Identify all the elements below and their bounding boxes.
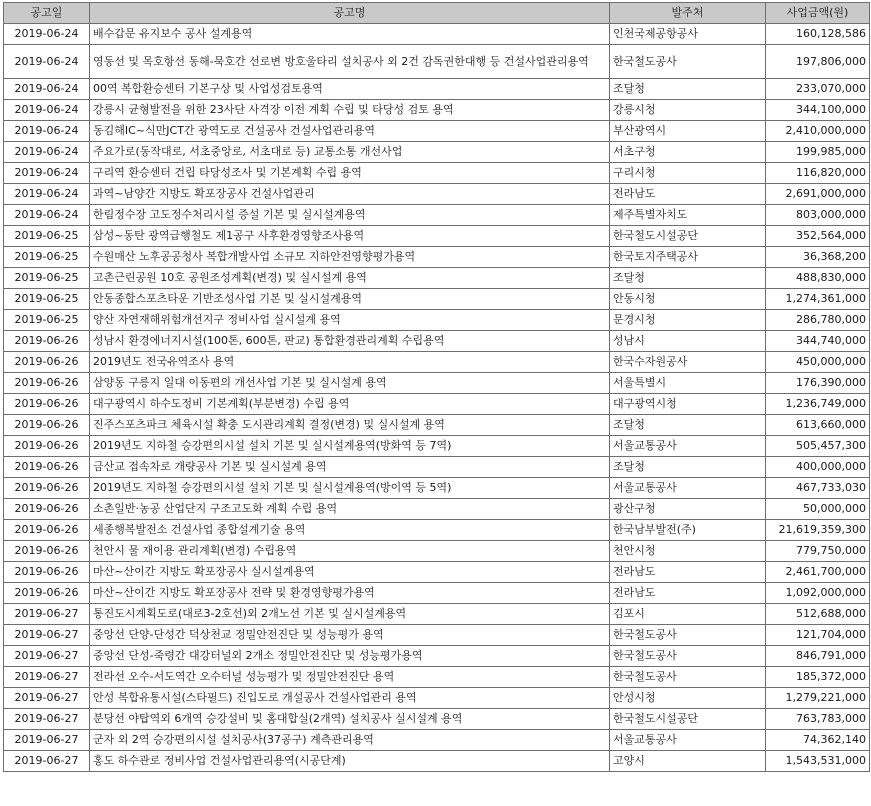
announcement-title-cell: 2019년도 전국유역조사 용역 [90,352,610,373]
project-amount-cell: 1,279,221,000 [766,688,870,709]
ordering-agency-cell: 한국철도공사 [610,646,766,667]
ordering-agency-cell: 강릉시청 [610,100,766,121]
announcement-title-cell: 삼성~동탄 광역급행철도 제1공구 사후환경영향조사용역 [90,226,610,247]
announcement-date-cell: 2019-06-26 [4,373,90,394]
announcement-title-cell: 강릉시 균형발전을 위한 23사단 사격장 이전 계획 수립 및 타당성 검토 용역 [90,100,610,121]
table-row [4,499,870,520]
announcement-date-cell: 2019-06-27 [4,709,90,730]
announcement-title-cell: 안성 복합유통시설(스타필드) 진입도로 개설공사 건설사업관리 용역 [90,688,610,709]
project-amount-cell: 121,704,000 [766,625,870,646]
announcement-title-cell: 홍도 하수관로 정비사업 건설사업관리용역(시공단계) [90,751,610,772]
ordering-agency-cell: 조달청 [610,415,766,436]
project-amount-cell: 352,564,000 [766,226,870,247]
project-amount-cell: 779,750,000 [766,541,870,562]
announcement-date-cell: 2019-06-25 [4,310,90,331]
ordering-agency-cell: 문경시청 [610,310,766,331]
table-row [4,520,870,541]
ordering-agency-cell: 서초구청 [610,142,766,163]
ordering-agency-cell: 전라남도 [610,184,766,205]
ordering-agency-cell: 제주특별자치도 [610,205,766,226]
table-row [4,352,870,373]
ordering-agency-cell: 서울특별시 [610,373,766,394]
ordering-agency-cell: 안성시청 [610,688,766,709]
project-amount-cell: 160,128,586 [766,24,870,45]
announcement-date-cell: 2019-06-24 [4,205,90,226]
project-amount-cell: 450,000,000 [766,352,870,373]
announcement-date-cell: 2019-06-26 [4,520,90,541]
announcement-date-cell: 2019-06-24 [4,184,90,205]
ordering-agency-cell: 한국철도공사 [610,667,766,688]
project-amount-cell: 488,830,000 [766,268,870,289]
project-amount-cell: 233,070,000 [766,79,870,100]
announcement-title-cell: 금산교 접속차로 개량공사 기본 및 실시설계 용역 [90,457,610,478]
announcement-date-cell: 2019-06-27 [4,625,90,646]
ordering-agency-cell: 조달청 [610,79,766,100]
project-amount-cell: 36,368,200 [766,247,870,268]
column-header-agency: 발주처 [610,3,766,24]
announcement-date-cell: 2019-06-25 [4,226,90,247]
announcement-title-cell: 성남시 환경에너지시설(100톤, 600톤, 판교) 통합환경관리계획 수립용역 [90,331,610,352]
announcement-title-cell: 마산~산이간 지방도 확포장공사 전략 및 환경영향평가용역 [90,583,610,604]
project-amount-cell: 21,619,359,300 [766,520,870,541]
table-row [4,394,870,415]
announcement-title-cell: 천안시 물 재이용 관리계획(변경) 수립용역 [90,541,610,562]
table-row [4,436,870,457]
ordering-agency-cell: 조달청 [610,457,766,478]
ordering-agency-cell: 성남시 [610,331,766,352]
announcement-title-cell: 중앙선 단양-단성간 덕상천교 정밀안전진단 및 성능평가 용역 [90,625,610,646]
project-amount-cell: 803,000,000 [766,205,870,226]
ordering-agency-cell: 김포시 [610,604,766,625]
announcement-title-cell: 과역~남양간 지방도 확포장공사 건설사업관리 [90,184,610,205]
ordering-agency-cell: 천안시청 [610,541,766,562]
project-amount-cell: 197,806,000 [766,45,870,79]
announcement-date-cell: 2019-06-24 [4,163,90,184]
ordering-agency-cell: 전라남도 [610,583,766,604]
table-row [4,100,870,121]
project-amount-cell: 1,274,361,000 [766,289,870,310]
ordering-agency-cell: 한국토지주택공사 [610,247,766,268]
announcement-title-cell: 동김해IC~식만JCT간 광역도로 건설공사 건설사업관리용역 [90,121,610,142]
announcement-date-cell: 2019-06-27 [4,667,90,688]
announcement-date-cell: 2019-06-26 [4,478,90,499]
bid-list-container [3,2,870,772]
table-row [4,79,870,100]
announcement-title-cell: 통진도시계획도로(대로3-2호선)외 2개노선 기본 및 실시설계용역 [90,604,610,625]
announcement-date-cell: 2019-06-24 [4,100,90,121]
announcement-date-cell: 2019-06-27 [4,730,90,751]
project-amount-cell: 176,390,000 [766,373,870,394]
table-row [4,667,870,688]
announcement-title-cell: 중앙선 단성-죽령간 대강터널외 2개소 정밀안전진단 및 성능평가용역 [90,646,610,667]
project-amount-cell: 50,000,000 [766,499,870,520]
ordering-agency-cell: 한국철도시설공단 [610,709,766,730]
ordering-agency-cell: 부산광역시 [610,121,766,142]
announcement-date-cell: 2019-06-24 [4,45,90,79]
ordering-agency-cell: 인천국제공항공사 [610,24,766,45]
project-amount-cell: 2,691,000,000 [766,184,870,205]
announcement-title-cell: 삼양동 구릉지 일대 이동편의 개선사업 기본 및 실시설계 용역 [90,373,610,394]
announcement-date-cell: 2019-06-27 [4,688,90,709]
announcement-title-cell: 대구광역시 하수도정비 기본계획(부분변경) 수립 용역 [90,394,610,415]
ordering-agency-cell: 한국철도시설공단 [610,226,766,247]
announcement-title-cell: 2019년도 지하철 승강편의시설 설치 기본 및 실시설계용역(방화역 등 7역) [90,436,610,457]
project-amount-cell: 1,236,749,000 [766,394,870,415]
project-amount-cell: 116,820,000 [766,163,870,184]
table-row [4,541,870,562]
table-row [4,226,870,247]
ordering-agency-cell: 한국남부발전(주) [610,520,766,541]
table-row [4,751,870,772]
table-row [4,604,870,625]
table-body [4,24,870,772]
announcement-title-cell: 군자 외 2역 승강편의시설 설치공사(37공구) 계측관리용역 [90,730,610,751]
announcement-date-cell: 2019-06-26 [4,352,90,373]
table-row [4,625,870,646]
announcement-title-cell: 2019년도 지하철 승강편의시설 설치 기본 및 실시설계용역(방이역 등 5역) [90,478,610,499]
announcement-date-cell: 2019-06-26 [4,394,90,415]
announcement-title-cell: 마산~산이간 지방도 확포장공사 실시설계용역 [90,562,610,583]
table-row [4,310,870,331]
announcement-date-cell: 2019-06-24 [4,142,90,163]
announcement-date-cell: 2019-06-26 [4,331,90,352]
announcement-title-cell: 분당선 야탑역외 6개역 승강설비 및 홈대합실(2개역) 설치공사 실시설계 용역 [90,709,610,730]
table-row [4,24,870,45]
announcement-date-cell: 2019-06-27 [4,751,90,772]
announcement-date-cell: 2019-06-24 [4,24,90,45]
announcement-title-cell: 안동종합스포츠타운 기반조성사업 기본 및 실시설계용역 [90,289,610,310]
table-row [4,646,870,667]
project-amount-cell: 74,362,140 [766,730,870,751]
ordering-agency-cell: 조달청 [610,268,766,289]
table-header-row [4,3,870,24]
announcement-title-cell: 00역 복합환승센터 기본구상 및 사업성검토용역 [90,79,610,100]
announcement-date-cell: 2019-06-26 [4,436,90,457]
project-amount-cell: 505,457,300 [766,436,870,457]
table-row [4,478,870,499]
announcement-date-cell: 2019-06-26 [4,415,90,436]
table-row [4,247,870,268]
announcement-title-cell: 양산 자연재해위험개선지구 정비사업 실시설계 용역 [90,310,610,331]
project-amount-cell: 846,791,000 [766,646,870,667]
ordering-agency-cell: 대구광역시청 [610,394,766,415]
project-amount-cell: 286,780,000 [766,310,870,331]
announcement-date-cell: 2019-06-26 [4,499,90,520]
table-row [4,331,870,352]
ordering-agency-cell: 한국철도공사 [610,45,766,79]
project-amount-cell: 185,372,000 [766,667,870,688]
ordering-agency-cell: 서울교통공사 [610,730,766,751]
project-amount-cell: 613,660,000 [766,415,870,436]
announcement-title-cell: 한림정수장 고도정수처리시설 증설 기본 및 실시설계용역 [90,205,610,226]
column-header-title: 공고명 [90,3,610,24]
announcement-title-cell: 주요가로(동작대로, 서초중앙로, 서초대로 등) 교통소통 개선사업 [90,142,610,163]
announcement-title-cell: 수원매산 노후공공청사 복합개발사업 소규모 지하안전영향평가용역 [90,247,610,268]
announcement-date-cell: 2019-06-24 [4,121,90,142]
announcement-title-cell: 세종행복발전소 건설사업 종합설계기술 용역 [90,520,610,541]
announcement-date-cell: 2019-06-26 [4,583,90,604]
table-row [4,583,870,604]
announcement-title-cell: 영동선 및 목호항선 동해-묵호간 선로변 방호울타리 설치공사 외 2건 감독권한대행 등 건설사업관리용역 [90,45,610,79]
project-amount-cell: 1,092,000,000 [766,583,870,604]
announcement-title-cell: 소촌일반·농공 산업단지 구조고도화 계획 수립 용역 [90,499,610,520]
table-row [4,205,870,226]
announcement-title-cell: 배수갑문 유지보수 공사 설계용역 [90,24,610,45]
project-amount-cell: 2,461,700,000 [766,562,870,583]
project-amount-cell: 344,740,000 [766,331,870,352]
column-header-date: 공고일 [4,3,90,24]
announcement-date-cell: 2019-06-26 [4,541,90,562]
table-row [4,268,870,289]
announcement-title-cell: 고촌근린공원 10호 공원조성계획(변경) 및 실시설계 용역 [90,268,610,289]
announcement-date-cell: 2019-06-26 [4,562,90,583]
ordering-agency-cell: 서울교통공사 [610,478,766,499]
table-row [4,709,870,730]
ordering-agency-cell: 전라남도 [610,562,766,583]
announcement-date-cell: 2019-06-24 [4,79,90,100]
table-row [4,45,870,79]
table-row [4,163,870,184]
ordering-agency-cell: 안동시청 [610,289,766,310]
announcement-date-cell: 2019-06-27 [4,604,90,625]
ordering-agency-cell: 광산구청 [610,499,766,520]
project-amount-cell: 199,985,000 [766,142,870,163]
announcement-date-cell: 2019-06-27 [4,646,90,667]
announcement-title-cell: 진주스포츠파크 체육시설 확충 도시관리계획 결정(변경) 및 실시설계 용역 [90,415,610,436]
ordering-agency-cell: 한국철도공사 [610,625,766,646]
table-row [4,289,870,310]
table-row [4,730,870,751]
ordering-agency-cell: 한국수자원공사 [610,352,766,373]
ordering-agency-cell: 고양시 [610,751,766,772]
project-amount-cell: 344,100,000 [766,100,870,121]
table-row [4,457,870,478]
ordering-agency-cell: 서울교통공사 [610,436,766,457]
project-amount-cell: 763,783,000 [766,709,870,730]
column-header-amount: 사업금액(원) [766,3,870,24]
project-amount-cell: 467,733,030 [766,478,870,499]
project-amount-cell: 512,688,000 [766,604,870,625]
bid-announcement-table [3,2,870,772]
table-row [4,373,870,394]
project-amount-cell: 400,000,000 [766,457,870,478]
project-amount-cell: 1,543,531,000 [766,751,870,772]
table-row [4,142,870,163]
announcement-date-cell: 2019-06-25 [4,247,90,268]
table-row [4,415,870,436]
table-row [4,184,870,205]
table-row [4,562,870,583]
table-row [4,688,870,709]
project-amount-cell: 2,410,000,000 [766,121,870,142]
announcement-title-cell: 구리역 환승센터 건립 타당성조사 및 기본계획 수립 용역 [90,163,610,184]
ordering-agency-cell: 구리시청 [610,163,766,184]
announcement-title-cell: 전라선 오수-서도역간 오수터널 성능평가 및 정밀안전진단 용역 [90,667,610,688]
announcement-date-cell: 2019-06-25 [4,268,90,289]
table-row [4,121,870,142]
announcement-date-cell: 2019-06-26 [4,457,90,478]
announcement-date-cell: 2019-06-25 [4,289,90,310]
